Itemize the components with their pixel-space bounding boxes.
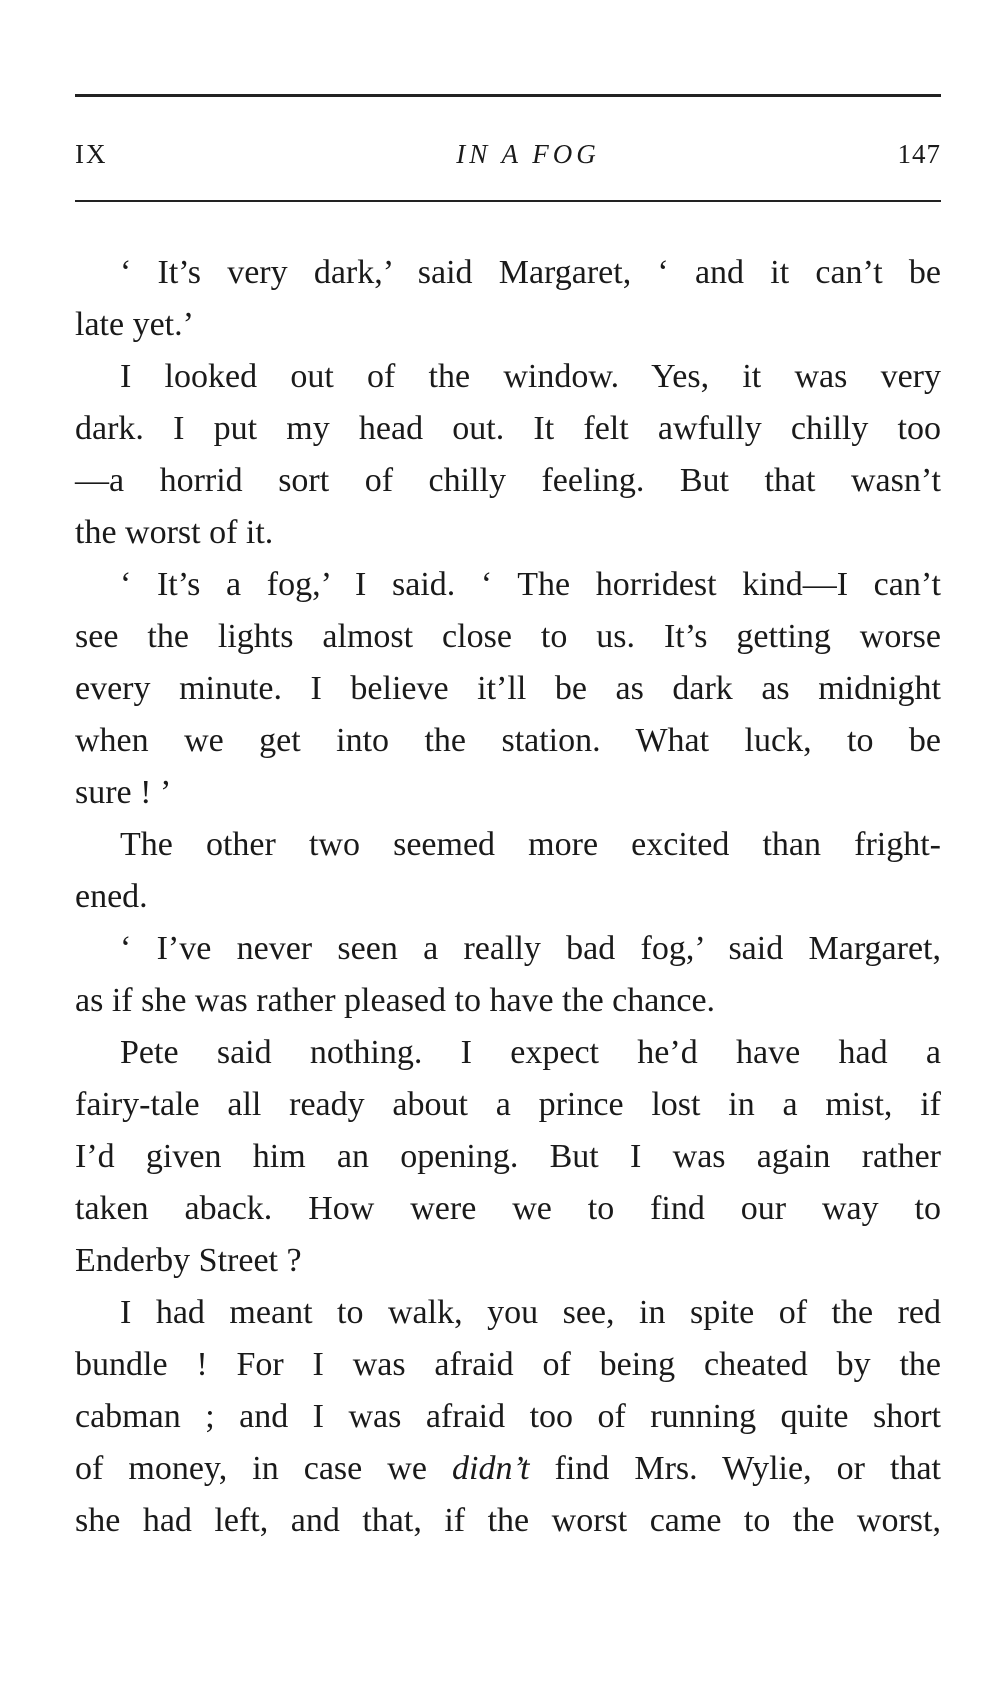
text-line: see the lights almost close to us. It’s getting worse <box>75 618 941 655</box>
text-line: the worst of it. <box>75 514 274 551</box>
running-head <box>75 134 941 174</box>
text-line: late yet.’ <box>75 306 194 343</box>
text-line: when we get into the station. What luck, to be <box>75 722 941 759</box>
page-number: 147 <box>897 139 941 169</box>
header-rule-top <box>75 94 941 97</box>
text-line: every minute. I believe it’ll be as dark as midnight <box>75 670 941 707</box>
text-line: ‘ It’s very dark,’ said Margaret, ‘ and it can’t be <box>120 254 941 291</box>
text-line: bundle ! For I was afraid of being cheated by the <box>75 1346 941 1383</box>
text-line-mixed <box>75 1443 941 1495</box>
emphasis-text: didn’t <box>452 1450 530 1487</box>
text-line: I’d given him an opening. But I was again rather <box>75 1138 941 1175</box>
text-line: sure ! ’ <box>75 774 172 811</box>
text-line: she had left, and that, if the worst came to the worst, <box>75 1502 941 1539</box>
text-segment: find Mrs. Wylie, or that <box>529 1450 942 1487</box>
text-line: I had meant to walk, you see, in spite of the red <box>120 1294 941 1331</box>
header-rule-bottom <box>75 200 941 202</box>
text-line: I looked out of the window. Yes, it was very <box>120 358 941 395</box>
text-line: ‘ I’ve never seen a really bad fog,’ said Margaret, <box>120 930 941 967</box>
text-line: The other two seemed more excited than fright- <box>120 826 941 863</box>
page-body <box>75 247 941 1547</box>
chapter-title: IN A FOG <box>456 139 600 169</box>
text-line: fairy-tale all ready about a prince lost in a mist, if <box>75 1086 941 1123</box>
text-segment: of money, in case we <box>75 1450 453 1487</box>
text-line: ‘ It’s a fog,’ I said. ‘ The horridest kind—I can’t <box>120 566 941 603</box>
chapter-number: IX <box>75 139 108 169</box>
text-line: dark. I put my head out. It felt awfully chilly too <box>75 410 941 447</box>
text-line: taken aback. How were we to find our way to <box>75 1190 941 1227</box>
text-line: ened. <box>75 878 148 915</box>
text-line: Pete said nothing. I expect he’d have had a <box>120 1034 941 1071</box>
text-line: —a horrid sort of chilly feeling. But that wasn’t <box>75 462 941 499</box>
text-line: Enderby Street ? <box>75 1242 302 1279</box>
text-line: as if she was rather pleased to have the chance. <box>75 982 716 1019</box>
text-line: cabman ; and I was afraid too of running quite short <box>75 1398 941 1435</box>
